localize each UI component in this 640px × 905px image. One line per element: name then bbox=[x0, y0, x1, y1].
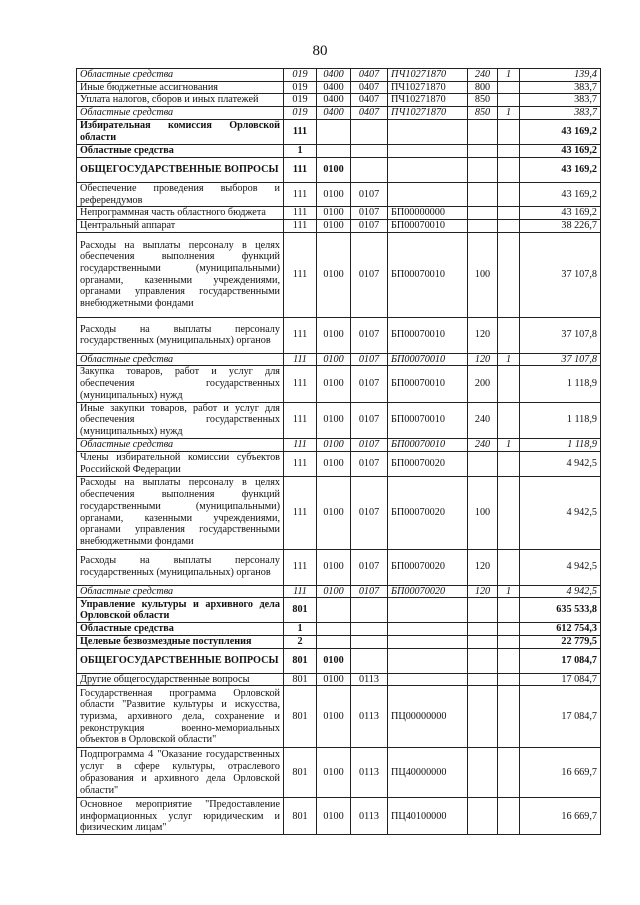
table-row bbox=[77, 648, 601, 673]
expense-type-code bbox=[468, 182, 498, 206]
table-row bbox=[77, 798, 601, 835]
kosgu-code bbox=[498, 648, 520, 673]
section-code: 0100 bbox=[317, 220, 351, 233]
grbs-code: 111 bbox=[284, 476, 317, 549]
table-row bbox=[77, 451, 601, 476]
kosgu-code bbox=[498, 623, 520, 636]
grbs-code: 111 bbox=[284, 317, 317, 353]
subsection-code bbox=[351, 144, 388, 157]
subsection-code: 0407 bbox=[351, 69, 388, 82]
target-article-code bbox=[388, 673, 468, 686]
kosgu-code bbox=[498, 119, 520, 144]
expense-type-code: 120 bbox=[468, 317, 498, 353]
grbs-code: 111 bbox=[284, 157, 317, 182]
grbs-code: 019 bbox=[284, 69, 317, 82]
kosgu-code: 1 bbox=[498, 107, 520, 120]
subsection-code bbox=[351, 623, 388, 636]
subsection-code: 0107 bbox=[351, 207, 388, 220]
grbs-code: 111 bbox=[284, 119, 317, 144]
target-article-code bbox=[388, 635, 468, 648]
section-code: 0400 bbox=[317, 107, 351, 120]
kosgu-code bbox=[498, 232, 520, 317]
target-article-code: БП00070020 bbox=[388, 585, 468, 598]
subsection-code: 0107 bbox=[351, 182, 388, 206]
budget-table bbox=[76, 68, 601, 835]
amount-value: 16 669,7 bbox=[520, 748, 601, 798]
kosgu-code bbox=[498, 317, 520, 353]
amount-value: 37 107,8 bbox=[520, 317, 601, 353]
subsection-code: 0107 bbox=[351, 438, 388, 451]
expense-type-code bbox=[468, 648, 498, 673]
subsection-code: 0107 bbox=[351, 366, 388, 402]
kosgu-code bbox=[498, 549, 520, 585]
line-item-name: Областные средства bbox=[77, 438, 284, 451]
expense-type-code bbox=[468, 748, 498, 798]
expense-type-code bbox=[468, 207, 498, 220]
amount-value: 37 107,8 bbox=[520, 353, 601, 366]
grbs-code: 111 bbox=[284, 585, 317, 598]
expense-type-code: 120 bbox=[468, 585, 498, 598]
expense-type-code bbox=[468, 119, 498, 144]
section-code: 0100 bbox=[317, 476, 351, 549]
amount-value: 4 942,5 bbox=[520, 549, 601, 585]
table-row bbox=[77, 673, 601, 686]
section-code: 0100 bbox=[317, 207, 351, 220]
grbs-code: 111 bbox=[284, 402, 317, 438]
amount-value: 4 942,5 bbox=[520, 451, 601, 476]
kosgu-code: 1 bbox=[498, 353, 520, 366]
expense-type-code: 100 bbox=[468, 476, 498, 549]
section-code bbox=[317, 635, 351, 648]
line-item-name: Расходы на выплаты персоналу государственных (муниципальных) органов bbox=[77, 317, 284, 353]
line-item-name: Управление культуры и архивного дела Орловской области bbox=[77, 598, 284, 623]
target-article-code bbox=[388, 623, 468, 636]
line-item-name: Центральный аппарат bbox=[77, 220, 284, 233]
kosgu-code bbox=[498, 598, 520, 623]
line-item-name: Областные средства bbox=[77, 69, 284, 82]
table-row bbox=[77, 94, 601, 107]
amount-value: 43 169,2 bbox=[520, 119, 601, 144]
target-article-code: БП00070010 bbox=[388, 353, 468, 366]
section-code: 0100 bbox=[317, 353, 351, 366]
target-article-code: ПЦ00000000 bbox=[388, 686, 468, 748]
grbs-code: 801 bbox=[284, 598, 317, 623]
grbs-code: 111 bbox=[284, 451, 317, 476]
target-article-code: БП00000000 bbox=[388, 207, 468, 220]
amount-value: 612 754,3 bbox=[520, 623, 601, 636]
kosgu-code bbox=[498, 81, 520, 94]
line-item-name: Государственная программа Орловской области "Развитие культуры и искусства, туризма, архивного дела, сохранение и реконструкция военно-мемориальных объектов в Орловской области" bbox=[77, 686, 284, 748]
table-row bbox=[77, 353, 601, 366]
section-code: 0100 bbox=[317, 798, 351, 835]
expense-type-code bbox=[468, 673, 498, 686]
amount-value: 1 118,9 bbox=[520, 438, 601, 451]
line-item-name: Областные средства bbox=[77, 585, 284, 598]
subsection-code bbox=[351, 598, 388, 623]
subsection-code bbox=[351, 157, 388, 182]
page-number: 80 bbox=[312, 43, 328, 59]
kosgu-code bbox=[498, 798, 520, 835]
kosgu-code bbox=[498, 402, 520, 438]
expense-type-code: 800 bbox=[468, 81, 498, 94]
target-article-code bbox=[388, 157, 468, 182]
amount-value: 43 169,2 bbox=[520, 207, 601, 220]
section-code: 0100 bbox=[317, 402, 351, 438]
section-code: 0100 bbox=[317, 748, 351, 798]
amount-value: 22 779,5 bbox=[520, 635, 601, 648]
target-article-code: БП00070020 bbox=[388, 451, 468, 476]
kosgu-code bbox=[498, 220, 520, 233]
target-article-code bbox=[388, 119, 468, 144]
section-code: 0100 bbox=[317, 182, 351, 206]
grbs-code: 019 bbox=[284, 107, 317, 120]
target-article-code bbox=[388, 182, 468, 206]
line-item-name: ОБЩЕГОСУДАРСТВЕННЫЕ ВОПРОСЫ bbox=[77, 648, 284, 673]
table-row bbox=[77, 144, 601, 157]
kosgu-code bbox=[498, 94, 520, 107]
target-article-code: ПЧ10271870 bbox=[388, 107, 468, 120]
amount-value: 1 118,9 bbox=[520, 366, 601, 402]
kosgu-code bbox=[498, 157, 520, 182]
subsection-code: 0107 bbox=[351, 451, 388, 476]
table-row bbox=[77, 119, 601, 144]
line-item-name: Иные бюджетные ассигнования bbox=[77, 81, 284, 94]
kosgu-code bbox=[498, 366, 520, 402]
subsection-code: 0407 bbox=[351, 94, 388, 107]
table-row bbox=[77, 686, 601, 748]
table-row bbox=[77, 549, 601, 585]
grbs-code: 111 bbox=[284, 220, 317, 233]
section-code: 0100 bbox=[317, 317, 351, 353]
grbs-code: 111 bbox=[284, 182, 317, 206]
expense-type-code bbox=[468, 623, 498, 636]
line-item-name: Областные средства bbox=[77, 144, 284, 157]
section-code: 0100 bbox=[317, 549, 351, 585]
table-row bbox=[77, 182, 601, 206]
expense-type-code bbox=[468, 157, 498, 182]
grbs-code: 801 bbox=[284, 748, 317, 798]
target-article-code: БП00070010 bbox=[388, 232, 468, 317]
table-row bbox=[77, 317, 601, 353]
table-row bbox=[77, 748, 601, 798]
line-item-name: Иные закупки товаров, работ и услуг для обеспечения государственных (муниципальных) нужд bbox=[77, 402, 284, 438]
kosgu-code: 1 bbox=[498, 585, 520, 598]
target-article-code: ПЧ10271870 bbox=[388, 81, 468, 94]
amount-value: 43 169,2 bbox=[520, 144, 601, 157]
amount-value: 16 669,7 bbox=[520, 798, 601, 835]
grbs-code: 1 bbox=[284, 144, 317, 157]
amount-value: 17 084,7 bbox=[520, 673, 601, 686]
table-row bbox=[77, 402, 601, 438]
line-item-name: Областные средства bbox=[77, 107, 284, 120]
expense-type-code: 120 bbox=[468, 353, 498, 366]
line-item-name: Уплата налогов, сборов и иных платежей bbox=[77, 94, 284, 107]
kosgu-code: 1 bbox=[498, 438, 520, 451]
grbs-code: 801 bbox=[284, 673, 317, 686]
line-item-name: Основное мероприятие "Предоставление информационных услуг юридическим и физическим лицам" bbox=[77, 798, 284, 835]
amount-value: 43 169,2 bbox=[520, 157, 601, 182]
expense-type-code: 850 bbox=[468, 107, 498, 120]
subsection-code: 0113 bbox=[351, 798, 388, 835]
expense-type-code bbox=[468, 635, 498, 648]
target-article-code: ПЦ40000000 bbox=[388, 748, 468, 798]
section-code: 0100 bbox=[317, 366, 351, 402]
target-article-code: ПЧ10271870 bbox=[388, 94, 468, 107]
budget-table-body bbox=[77, 69, 601, 835]
kosgu-code bbox=[498, 673, 520, 686]
subsection-code bbox=[351, 119, 388, 144]
line-item-name: Избирательная комиссия Орловской области bbox=[77, 119, 284, 144]
expense-type-code: 240 bbox=[468, 438, 498, 451]
table-row bbox=[77, 232, 601, 317]
expense-type-code: 240 bbox=[468, 69, 498, 82]
grbs-code: 111 bbox=[284, 366, 317, 402]
grbs-code: 2 bbox=[284, 635, 317, 648]
amount-value: 1 118,9 bbox=[520, 402, 601, 438]
section-code: 0400 bbox=[317, 94, 351, 107]
amount-value: 383,7 bbox=[520, 94, 601, 107]
kosgu-code bbox=[498, 686, 520, 748]
grbs-code: 111 bbox=[284, 232, 317, 317]
subsection-code: 0107 bbox=[351, 317, 388, 353]
section-code: 0400 bbox=[317, 69, 351, 82]
line-item-name: Областные средства bbox=[77, 623, 284, 636]
line-item-name: Расходы на выплаты персоналу государственных (муниципальных) органов bbox=[77, 549, 284, 585]
line-item-name: Областные средства bbox=[77, 353, 284, 366]
subsection-code: 0107 bbox=[351, 232, 388, 317]
expense-type-code bbox=[468, 144, 498, 157]
subsection-code bbox=[351, 635, 388, 648]
subsection-code: 0107 bbox=[351, 549, 388, 585]
target-article-code bbox=[388, 648, 468, 673]
target-article-code bbox=[388, 144, 468, 157]
grbs-code: 111 bbox=[284, 353, 317, 366]
amount-value: 38 226,7 bbox=[520, 220, 601, 233]
target-article-code: БП00070010 bbox=[388, 402, 468, 438]
table-row bbox=[77, 107, 601, 120]
kosgu-code bbox=[498, 451, 520, 476]
amount-value: 139,4 bbox=[520, 69, 601, 82]
amount-value: 43 169,2 bbox=[520, 182, 601, 206]
grbs-code: 801 bbox=[284, 648, 317, 673]
kosgu-code bbox=[498, 144, 520, 157]
line-item-name: Подпрограмма 4 "Оказание государственных услуг в сфере культуры, отраслевого образования и архивного дела Орловской области" bbox=[77, 748, 284, 798]
grbs-code: 1 bbox=[284, 623, 317, 636]
expense-type-code: 200 bbox=[468, 366, 498, 402]
subsection-code: 0407 bbox=[351, 81, 388, 94]
line-item-name: Члены избирательной комиссии субъектов Российской Федерации bbox=[77, 451, 284, 476]
table-row bbox=[77, 69, 601, 82]
kosgu-code bbox=[498, 476, 520, 549]
target-article-code: БП00070020 bbox=[388, 549, 468, 585]
table-row bbox=[77, 476, 601, 549]
kosgu-code bbox=[498, 748, 520, 798]
expense-type-code: 850 bbox=[468, 94, 498, 107]
amount-value: 37 107,8 bbox=[520, 232, 601, 317]
expense-type-code: 100 bbox=[468, 232, 498, 317]
subsection-code: 0107 bbox=[351, 476, 388, 549]
section-code: 0100 bbox=[317, 438, 351, 451]
target-article-code bbox=[388, 598, 468, 623]
section-code bbox=[317, 144, 351, 157]
subsection-code: 0107 bbox=[351, 402, 388, 438]
line-item-name: Целевые безвозмездные поступления bbox=[77, 635, 284, 648]
table-row bbox=[77, 598, 601, 623]
grbs-code: 019 bbox=[284, 94, 317, 107]
section-code: 0100 bbox=[317, 157, 351, 182]
grbs-code: 111 bbox=[284, 438, 317, 451]
amount-value: 383,7 bbox=[520, 107, 601, 120]
target-article-code: БП00070010 bbox=[388, 220, 468, 233]
amount-value: 17 084,7 bbox=[520, 648, 601, 673]
line-item-name: ОБЩЕГОСУДАРСТВЕННЫЕ ВОПРОСЫ bbox=[77, 157, 284, 182]
kosgu-code bbox=[498, 207, 520, 220]
line-item-name: Обеспечение проведения выборов и референдумов bbox=[77, 182, 284, 206]
grbs-code: 111 bbox=[284, 207, 317, 220]
table-row bbox=[77, 635, 601, 648]
section-code: 0100 bbox=[317, 648, 351, 673]
section-code bbox=[317, 623, 351, 636]
section-code bbox=[317, 119, 351, 144]
target-article-code: БП00070020 bbox=[388, 476, 468, 549]
grbs-code: 019 bbox=[284, 81, 317, 94]
target-article-code: БП00070010 bbox=[388, 317, 468, 353]
subsection-code: 0113 bbox=[351, 748, 388, 798]
expense-type-code bbox=[468, 686, 498, 748]
subsection-code: 0107 bbox=[351, 585, 388, 598]
kosgu-code bbox=[498, 635, 520, 648]
line-item-name: Расходы на выплаты персоналу в целях обеспечения выполнения функций государственными (муниципальными) органами, казенными учреждениями, органами управления государственными внебюджетными фондами bbox=[77, 232, 284, 317]
expense-type-code bbox=[468, 598, 498, 623]
amount-value: 635 533,8 bbox=[520, 598, 601, 623]
grbs-code: 801 bbox=[284, 798, 317, 835]
amount-value: 4 942,5 bbox=[520, 476, 601, 549]
table-row bbox=[77, 623, 601, 636]
target-article-code: ПЦ40100000 bbox=[388, 798, 468, 835]
table-row bbox=[77, 81, 601, 94]
section-code: 0400 bbox=[317, 81, 351, 94]
subsection-code: 0107 bbox=[351, 220, 388, 233]
subsection-code bbox=[351, 648, 388, 673]
amount-value: 17 084,7 bbox=[520, 686, 601, 748]
expense-type-code: 240 bbox=[468, 402, 498, 438]
target-article-code: ПЧ10271870 bbox=[388, 69, 468, 82]
expense-type-code bbox=[468, 798, 498, 835]
subsection-code: 0113 bbox=[351, 686, 388, 748]
line-item-name: Расходы на выплаты персоналу в целях обеспечения выполнения функций государственными (муниципальными) органами, казенными учреждениями, органами управления государственными внебюджетными фондами bbox=[77, 476, 284, 549]
table-row bbox=[77, 366, 601, 402]
target-article-code: БП00070010 bbox=[388, 438, 468, 451]
line-item-name: Другие общегосударственные вопросы bbox=[77, 673, 284, 686]
section-code: 0100 bbox=[317, 673, 351, 686]
subsection-code: 0107 bbox=[351, 353, 388, 366]
table-row bbox=[77, 207, 601, 220]
table-row bbox=[77, 438, 601, 451]
target-article-code: БП00070010 bbox=[388, 366, 468, 402]
section-code: 0100 bbox=[317, 232, 351, 317]
section-code: 0100 bbox=[317, 451, 351, 476]
amount-value: 383,7 bbox=[520, 81, 601, 94]
table-row bbox=[77, 157, 601, 182]
expense-type-code bbox=[468, 220, 498, 233]
section-code bbox=[317, 598, 351, 623]
kosgu-code: 1 bbox=[498, 69, 520, 82]
table-row bbox=[77, 220, 601, 233]
subsection-code: 0407 bbox=[351, 107, 388, 120]
section-code: 0100 bbox=[317, 585, 351, 598]
expense-type-code bbox=[468, 451, 498, 476]
line-item-name: Закупка товаров, работ и услуг для обеспечения государственных (муниципальных) нужд bbox=[77, 366, 284, 402]
grbs-code: 111 bbox=[284, 549, 317, 585]
kosgu-code bbox=[498, 182, 520, 206]
section-code: 0100 bbox=[317, 686, 351, 748]
line-item-name: Непрограммная часть областного бюджета bbox=[77, 207, 284, 220]
subsection-code: 0113 bbox=[351, 673, 388, 686]
amount-value: 4 942,5 bbox=[520, 585, 601, 598]
table-row bbox=[77, 585, 601, 598]
expense-type-code: 120 bbox=[468, 549, 498, 585]
grbs-code: 801 bbox=[284, 686, 317, 748]
